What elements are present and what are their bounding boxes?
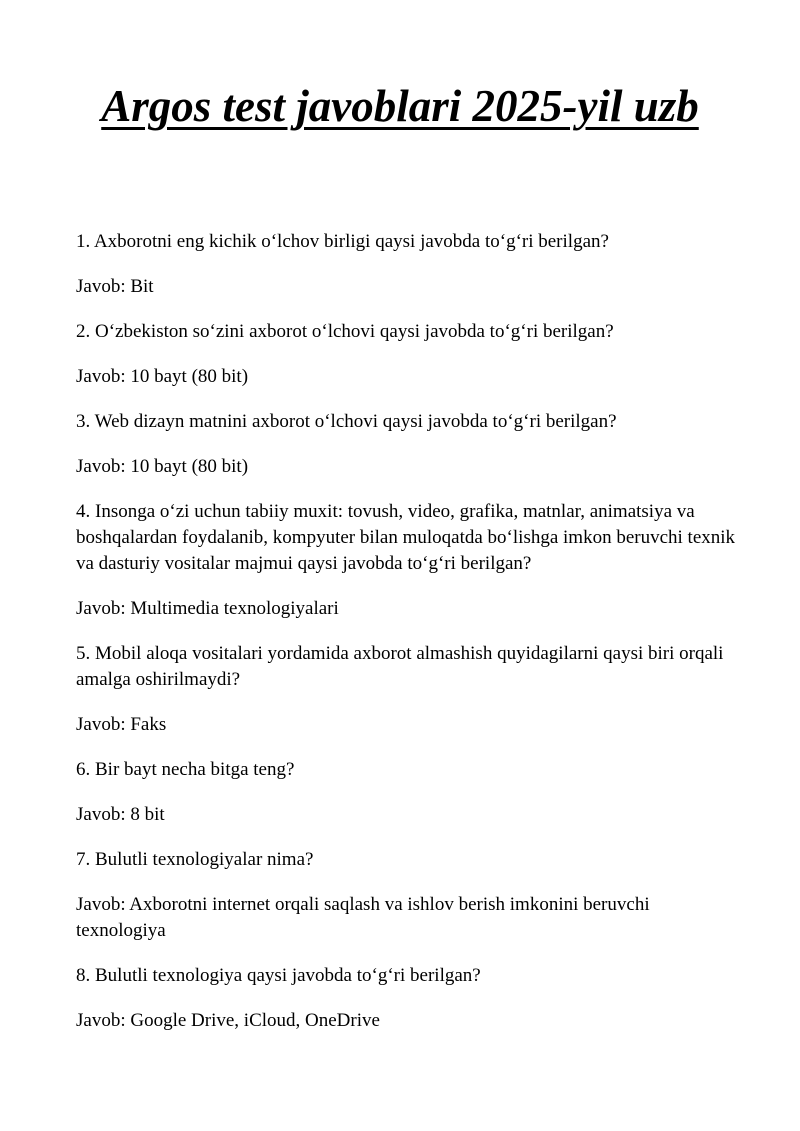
- answer-8: Javob: Google Drive, iCloud, OneDrive: [76, 1010, 380, 1031]
- question-2: 2. O‘zbekiston so‘zini axborot o‘lchovi qaysi javobda to‘g‘ri berilgan?: [76, 321, 614, 342]
- answer-5: Javob: Faks: [76, 714, 167, 735]
- question-4: 4. Insonga o‘zi uchun tabiiy muxit: tovush, video, grafika, matnlar, animatsiya va boshqalardan foydalanib, kompyuter bilan muloqatda bo‘lishga imkon beruvchi texnik va dasturiy vositalar majmui qaysi javobda to‘g‘ri berilgan?: [76, 501, 736, 574]
- answer-1: Javob: Bit: [76, 276, 154, 297]
- question-8: 8. Bulutli texnologiya qaysi javobda to‘g‘ri berilgan?: [76, 965, 481, 986]
- question-6: 6. Bir bayt necha bitga teng?: [76, 759, 295, 780]
- question-5: 5. Mobil aloqa vositalari yordamida axborot almashish quyidagilarni qaysi biri orqali amalga oshirilmaydi?: [76, 643, 724, 690]
- answer-3: Javob: 10 bayt (80 bit): [76, 456, 249, 477]
- answer-7: Javob: Axborotni internet orqali saqlash va ishlov berish imkonini beruvchi texnologiya: [76, 894, 650, 941]
- question-1: 1. Axborotni eng kichik o‘lchov birligi qaysi javobda to‘g‘ri berilgan?: [76, 231, 609, 252]
- answer-2: Javob: 10 bayt (80 bit): [76, 366, 249, 387]
- answer-6: Javob: 8 bit: [76, 804, 165, 825]
- question-7: 7. Bulutli texnologiyalar nima?: [76, 849, 314, 870]
- answer-4: Javob: Multimedia texnologiyalari: [76, 598, 339, 619]
- question-3: 3. Web dizayn matnini axborot o‘lchovi qaysi javobda to‘g‘ri berilgan?: [76, 411, 617, 432]
- document-title: Argos test javoblari 2025-yil uzb: [101, 81, 699, 131]
- qa-list: [76, 229, 736, 1053]
